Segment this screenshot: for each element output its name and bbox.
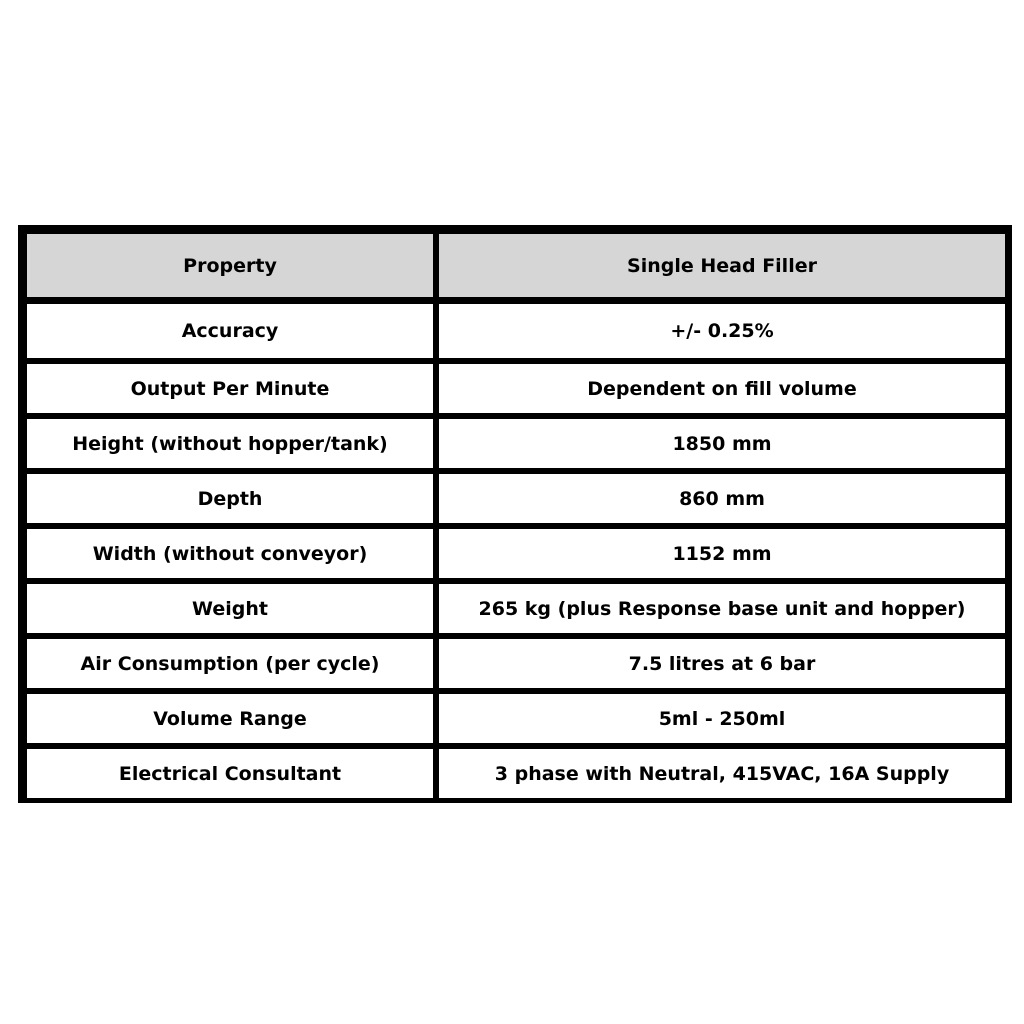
property-cell: Output Per Minute (27, 364, 433, 413)
table-row (27, 639, 1005, 688)
property-cell: Electrical Consultant (27, 749, 433, 798)
table-row (27, 584, 1005, 633)
table-row (27, 694, 1005, 743)
property-cell: Height (without hopper/tank) (27, 419, 433, 468)
spec-table (18, 225, 1012, 803)
table-row (27, 364, 1005, 413)
table-row (27, 749, 1005, 798)
table-row (27, 529, 1005, 578)
value-cell: 3 phase with Neutral, 415VAC, 16A Supply (439, 749, 1005, 798)
value-cell: 860 mm (439, 474, 1005, 523)
value-cell: +/- 0.25% (439, 304, 1005, 358)
property-cell: Air Consumption (per cycle) (27, 639, 433, 688)
property-cell: Depth (27, 474, 433, 523)
property-cell: Weight (27, 584, 433, 633)
table-row (27, 474, 1005, 523)
value-cell: 1152 mm (439, 529, 1005, 578)
property-cell: Width (without conveyor) (27, 529, 433, 578)
value-cell: 265 kg (plus Response base unit and hopper) (439, 584, 1005, 633)
header-property: Property (27, 234, 433, 297)
value-cell: 7.5 litres at 6 bar (439, 639, 1005, 688)
header-single-head-filler: Single Head Filler (439, 234, 1005, 297)
table-row (27, 304, 1005, 358)
property-cell: Volume Range (27, 694, 433, 743)
property-cell: Accuracy (27, 304, 433, 358)
value-cell: Dependent on fill volume (439, 364, 1005, 413)
table-header-row (27, 234, 1005, 297)
value-cell: 5ml - 250ml (439, 694, 1005, 743)
table-row (27, 419, 1005, 468)
value-cell: 1850 mm (439, 419, 1005, 468)
